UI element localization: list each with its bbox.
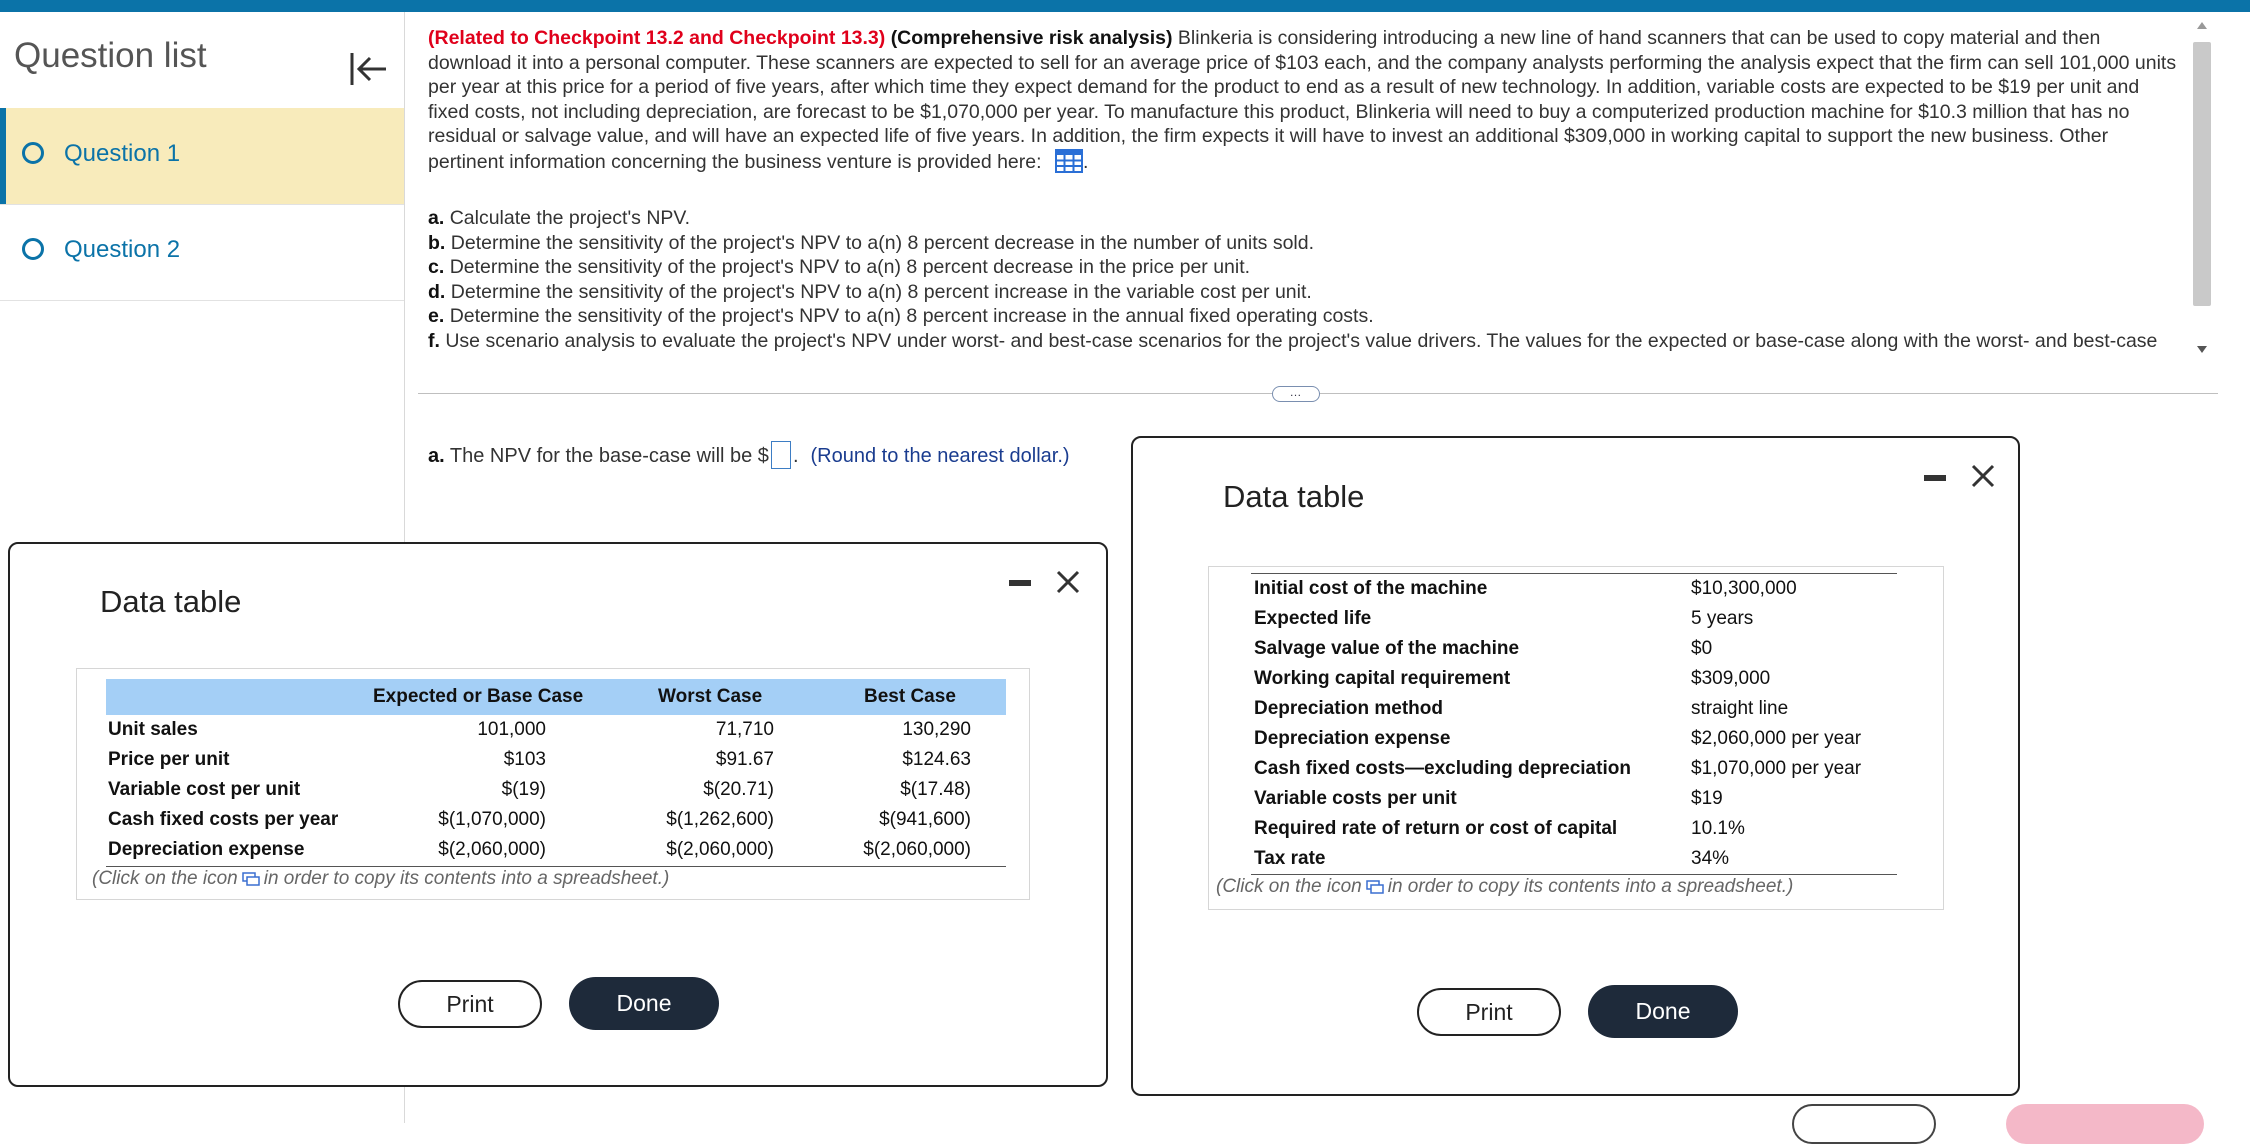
minimize-icon[interactable] <box>1009 580 1031 586</box>
expand-divider-button[interactable]: … <box>1272 386 1320 402</box>
question-text <box>428 26 2178 174</box>
radio-icon <box>22 142 44 164</box>
npv-answer-input[interactable] <box>771 441 791 469</box>
table-rule <box>106 866 1006 867</box>
table-rule <box>1251 874 1897 875</box>
close-icon[interactable] <box>1054 568 1082 596</box>
print-button[interactable]: Print <box>1417 988 1561 1036</box>
close-icon[interactable] <box>1969 462 1997 490</box>
question-period: . <box>1082 150 1089 173</box>
question-body: Blinkeria is considering introducing a new line of hand scanners that can be used to copy material and then download it into a personal computer. These scanners are expected to sell for an average price of $103 each, and the company analysts performing the analysis expect that the firm can sell 101,000 units per year at this price for a period of five years, after which time they expect demand for the product to end as a result of new technology. In addition, variable costs are expected to be $19 per unit and fixed costs, not including depreciation, are forecast to be $1,070,000 per year. To manufacture this product, Blinkeria will need to buy a computerized production machine for $10.3 million that has no residual or salvage value, and will have an expected life of five years. In addition, the firm expects it will have to invest an additional $309,000 in working capital to support the new business. Other pertinent information concerning the business venture is provided here: <box>428 27 2177 173</box>
part-b: b. Determine the sensitivity of the project's NPV to a(n) 8 percent decrease in the number of units sold. <box>428 231 1315 254</box>
copy-note: (Click on the icon in order to copy its contents into a spreadsheet.) <box>1216 876 1794 897</box>
answer-line: a. The NPV for the base-case will be $ . (Round to the nearest dollar.) <box>428 441 1070 469</box>
check-answer-button[interactable] <box>2006 1104 2204 1144</box>
related-checkpoints: (Related to Checkpoint 13.2 and Checkpoint 13.3) <box>428 27 886 49</box>
table-rule <box>1251 573 1897 574</box>
copy-spreadsheet-icon[interactable] <box>242 872 260 886</box>
question-topic: (Comprehensive risk analysis) <box>890 27 1173 49</box>
collapse-sidebar-icon[interactable] <box>348 50 388 88</box>
dialog-title: Data table <box>1223 479 1365 514</box>
scroll-down-icon[interactable] <box>2197 346 2207 353</box>
copy-note: (Click on the icon in order to copy its contents into a spreadsheet.) <box>92 868 670 889</box>
sidebar-item-question-2[interactable] <box>0 204 404 301</box>
minimize-icon[interactable] <box>1924 475 1946 481</box>
part-a: a. Calculate the project's NPV. <box>428 207 691 229</box>
done-button[interactable]: Done <box>569 977 719 1030</box>
part-f: f. Use scenario analysis to evaluate the project's NPV under worst- and best-case scenarios for the project's value drivers. The values for the expected or base-case along with the worst- and best-case <box>428 329 2158 352</box>
sidebar-item-label: Question 1 <box>64 140 181 167</box>
clear-all-button[interactable] <box>1792 1104 1936 1144</box>
copy-spreadsheet-icon[interactable] <box>1366 880 1384 894</box>
scroll-thumb[interactable] <box>2193 42 2211 306</box>
part-c: c. Determine the sensitivity of the project's NPV to a(n) 8 percent decrease in the price per unit. <box>428 256 1251 278</box>
scroll-up-icon[interactable] <box>2197 22 2207 29</box>
dialog-title: Data table <box>100 584 242 619</box>
data-table-icon[interactable] <box>1055 149 1083 173</box>
sidebar-item-label: Question 2 <box>64 236 181 263</box>
top-accent-bar <box>0 0 2250 12</box>
print-button[interactable]: Print <box>398 980 542 1028</box>
radio-icon <box>22 238 44 260</box>
header-best-case: Best Case <box>864 686 956 707</box>
header-worst-case: Worst Case <box>658 686 763 707</box>
done-button[interactable]: Done <box>1588 985 1738 1038</box>
question-parts <box>428 206 2178 362</box>
part-d: d. Determine the sensitivity of the project's NPV to a(n) 8 percent increase in the variable cost per unit. <box>428 280 1312 303</box>
header-base-case: Expected or Base Case <box>373 686 584 707</box>
part-e: e. Determine the sensitivity of the project's NPV to a(n) 8 percent increase in the annual fixed operating costs. <box>428 305 1374 327</box>
rounding-hint: (Round to the nearest dollar.) <box>810 445 1070 467</box>
sidebar-title: Question list <box>14 36 207 75</box>
sidebar-item-question-1[interactable] <box>0 108 404 205</box>
